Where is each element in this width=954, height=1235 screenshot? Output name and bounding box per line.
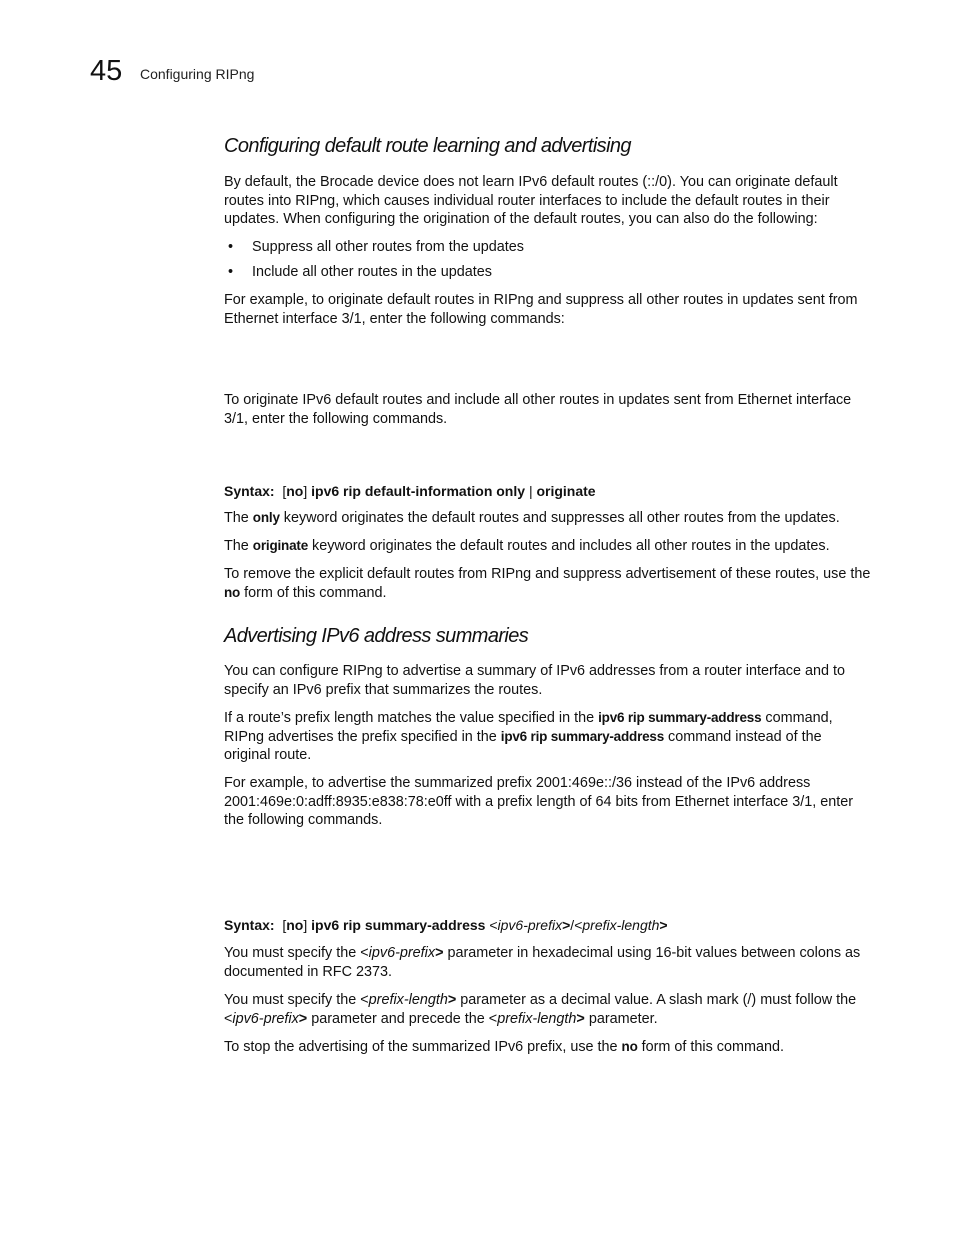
prefix-match-para: If a route’s prefix length matches the value specified in the ipv6 rip summary-address command, RIPng advertises the prefix specified in the ipv6 rip summary-address command instead of the original route. <box>224 710 833 764</box>
bullet-icon: • <box>228 264 234 280</box>
syntax-default-information: Syntax: [no] ipv6 rip default-information only | originate <box>224 483 596 499</box>
stop-advertising-para: To stop the advertising of the summarized IPv6 prefix, use the no form of this command. <box>224 1039 784 1055</box>
section-heading-summaries: Advertising IPv6 address summaries <box>224 625 529 647</box>
syntax-summary-address: Syntax: [no] ipv6 rip summary-address <ipv6-prefix>/<prefix-length> <box>224 917 668 933</box>
default-route-intro: By default, the Brocade device does not learn IPv6 default routes (::/0). You can originate default routes into RIPng, which causes individual router interfaces to include the default routes in their updates. When configuring the origination of the default routes, you can also do the following: <box>224 174 838 228</box>
chapter-title: Configuring RIPng <box>140 66 255 82</box>
only-keyword-para: The only keyword originates the default routes and suppresses all other routes from the updates. <box>224 510 840 526</box>
bullet-icon: • <box>228 239 234 255</box>
summaries-intro: You can configure RIPng to advertise a summary of IPv6 addresses from a router interface and to specify an IPv6 prefix that summarizes the routes. <box>224 663 845 698</box>
chapter-number: 45 <box>90 55 123 87</box>
originate-keyword-para: The originate keyword originates the default routes and includes all other routes in the updates. <box>224 538 830 554</box>
example-suppress-para: For example, to originate default routes in RIPng and suppress all other routes in updates sent from Ethernet interface 3/1, enter the following commands: <box>224 292 858 327</box>
example-include-para: To originate IPv6 default routes and include all other routes in updates sent from Ethernet interface 3/1, enter the following commands. <box>224 392 852 427</box>
remove-default-para: To remove the explicit default routes from RIPng and suppress advertisement of these routes, use the no form of this command. <box>224 566 871 601</box>
prefix-length-para: You must specify the <prefix-length> parameter as a decimal value. A slash mark (/) must follow the <ipv6-prefix> parameter and precede the <prefix-length> parameter. <box>224 992 857 1027</box>
summary-example-para: For example, to advertise the summarized prefix 2001:469e::/36 instead of the IPv6 address 2001:469e:0:adff:8935:e838:78:e0ff with a prefix length of 64 bits from Ethernet interface 3/1, enter the following commands. <box>224 775 854 829</box>
section-heading-default-route: Configuring default route learning and advertising <box>224 135 631 157</box>
ipv6-prefix-para: You must specify the <ipv6-prefix> parameter in hexadecimal using 16-bit values between colons as documented in RFC 2373. <box>224 945 861 980</box>
